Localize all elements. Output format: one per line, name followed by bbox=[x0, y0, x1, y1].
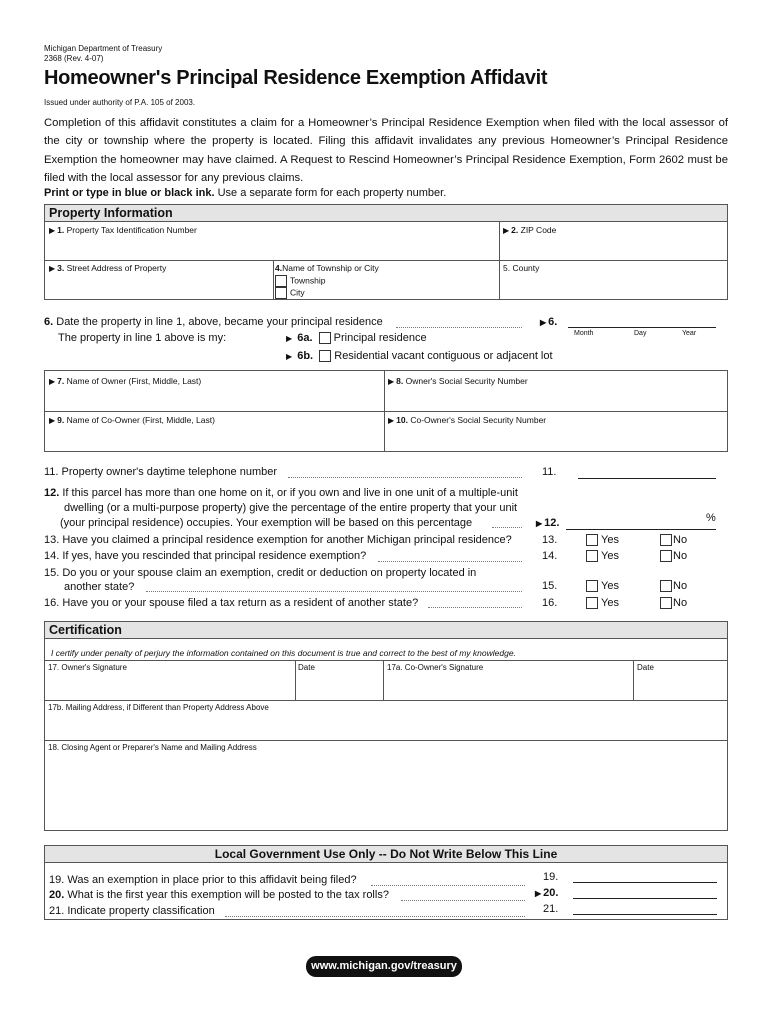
year-label: Year bbox=[682, 330, 697, 337]
website-link[interactable]: www.michigan.gov/treasury bbox=[306, 956, 462, 977]
q15-label: 15. Do you or your spouse claim an exemption, credit or deduction on property located in bbox=[44, 567, 477, 579]
local-government-section bbox=[44, 845, 728, 920]
field-county[interactable]: 5. County bbox=[503, 263, 540, 273]
field-zip-code[interactable]: ▶ 2. ZIP Code bbox=[503, 225, 557, 235]
q21-ref: 21. bbox=[543, 903, 559, 915]
q6a-principal-residence[interactable]: ▶ 6a. Principal residence bbox=[286, 332, 427, 344]
q13-ref: 13. bbox=[542, 534, 558, 546]
q16-no[interactable]: No bbox=[660, 597, 687, 609]
q6-date-input[interactable] bbox=[568, 327, 716, 328]
field-coowner-ssn[interactable]: ▶ 10. Co-Owner's Social Security Number bbox=[388, 415, 547, 425]
day-label: Day bbox=[634, 330, 647, 337]
q12-ref: ▶ 12. bbox=[536, 517, 560, 529]
q15-yes[interactable]: Yes bbox=[586, 580, 619, 592]
owner-section bbox=[44, 370, 728, 452]
phone-input[interactable] bbox=[578, 478, 716, 479]
q14-yes[interactable]: Yes bbox=[586, 550, 619, 562]
q6b-vacant-lot[interactable]: ▶ 6b. Residential vacant contiguous or adjacent lot bbox=[286, 350, 553, 362]
q6-my-label: The property in line 1 above is my: bbox=[58, 332, 227, 344]
q19-input[interactable] bbox=[573, 882, 717, 883]
q11-label: 11. Property owner's daytime telephone number bbox=[44, 466, 278, 478]
ink-bold: Print or type in blue or black ink. bbox=[44, 187, 215, 199]
owner-date-field[interactable]: Date bbox=[298, 663, 315, 672]
property-information-section bbox=[44, 204, 728, 300]
q16-label: 16. Have you or your spouse filed a tax return as a resident of another state? bbox=[44, 597, 419, 609]
field-property-tax-id[interactable]: ▶ 1. Property Tax Identification Number bbox=[49, 225, 197, 235]
q13-yes[interactable]: Yes bbox=[586, 534, 619, 546]
coowner-date-field[interactable]: Date bbox=[637, 663, 654, 672]
q14-label: 14. If yes, have you rescinded that principal residence exemption? bbox=[44, 550, 367, 562]
certification-section bbox=[44, 621, 728, 831]
owner-signature-field[interactable]: 17. Owner's Signature bbox=[48, 663, 127, 672]
q14-no[interactable]: No bbox=[660, 550, 687, 562]
q16-ref: 16. bbox=[542, 597, 558, 609]
ink-instructions bbox=[44, 187, 446, 199]
q15-no[interactable]: No bbox=[660, 580, 687, 592]
q16-yes[interactable]: Yes bbox=[586, 597, 619, 609]
coowner-signature-field[interactable]: 17a. Co-Owner's Signature bbox=[387, 663, 484, 672]
q11-ref: 11. bbox=[542, 466, 557, 478]
q6-label: 6. Date the property in line 1, above, became your principal residence bbox=[44, 316, 383, 328]
q19-ref: 19. bbox=[543, 871, 559, 883]
field-township-city[interactable]: 4.Name of Township or City bbox=[275, 263, 379, 273]
q19-label: 19. Was an exemption in place prior to this affidavit being filed? bbox=[49, 874, 357, 886]
q21-label: 21. Indicate property classification bbox=[49, 905, 215, 917]
mailing-address-field[interactable]: 17b. Mailing Address, if Different than Property Address Above bbox=[48, 703, 269, 712]
field-coowner-name[interactable]: ▶ 9. Name of Co-Owner (First, Middle, Last) bbox=[49, 415, 215, 425]
q6-ref: ▶ 6. bbox=[540, 316, 558, 328]
authority: Issued under authority of P.A. 105 of 2003. bbox=[44, 98, 196, 107]
field-owner-ssn[interactable]: ▶ 8. Owner's Social Security Number bbox=[388, 376, 528, 386]
month-label: Month bbox=[574, 330, 594, 337]
page-title: Homeowner's Principal Residence Exemption Affidavit bbox=[44, 67, 548, 89]
q15-ref: 15. bbox=[542, 580, 558, 592]
q20-label: 20. What is the first year this exemption will be posted to the tax rolls? bbox=[49, 889, 389, 901]
field-street-address[interactable]: ▶ 3. Street Address of Property bbox=[49, 263, 167, 273]
field-owner-name[interactable]: ▶ 7. Name of Owner (First, Middle, Last) bbox=[49, 376, 202, 386]
percent-sign: % bbox=[706, 512, 716, 524]
ink-rest: Use a separate form for each property number. bbox=[214, 187, 447, 199]
q15-label-cont: another state? bbox=[64, 581, 135, 593]
section-header: Local Government Use Only -- Do Not Write Below This Line bbox=[45, 846, 727, 863]
form-number: 2368 (Rev. 4-07) bbox=[44, 54, 104, 63]
intro-paragraph: Completion of this affidavit constitutes a claim for a Homeowner’s Principal Residence Exemption when filed with the local assessor of the city or township where the property is located. Filing this affidavit invalidates any previous Homeowner’s Principal Residence Exemption the homeowner may have claimed. A Request to Rescind Homeowner’s Principal Residence Exemption, Form 2602 must be filed with the local assessor for any previous claims. bbox=[44, 117, 728, 184]
q14-ref: 14. bbox=[542, 550, 558, 562]
q12-line1: 12. If this parcel has more than one home on it, or if you own and live in one unit of a multiple-unit bbox=[44, 487, 518, 499]
q12-line3: (your principal residence) occupies. Your exemption will be based on this percentage bbox=[60, 517, 473, 529]
section-header: Certification bbox=[45, 622, 727, 639]
section-header: Property Information bbox=[45, 205, 727, 222]
q21-input[interactable] bbox=[573, 914, 717, 915]
q12-line2: dwelling (or a multi-purpose property) give the percentage of the entire property that your unit bbox=[64, 502, 518, 514]
city-checkbox[interactable]: City bbox=[275, 287, 305, 299]
q13-label: 13. Have you claimed a principal residence exemption for another Michigan principal residence? bbox=[44, 534, 512, 546]
q20-ref: ▶ 20. bbox=[535, 887, 559, 899]
percentage-input[interactable] bbox=[566, 529, 716, 530]
q13-no[interactable]: No bbox=[660, 534, 687, 546]
preparer-field[interactable]: 18. Closing Agent or Preparer's Name and Mailing Address bbox=[48, 743, 257, 752]
certification-statement: I certify under penalty of perjury the information contained on this document is true and correct to the best of my knowledge. bbox=[51, 648, 516, 658]
township-checkbox[interactable]: Township bbox=[275, 275, 325, 287]
q20-input[interactable] bbox=[573, 898, 717, 899]
agency: Michigan Department of Treasury bbox=[44, 44, 163, 53]
